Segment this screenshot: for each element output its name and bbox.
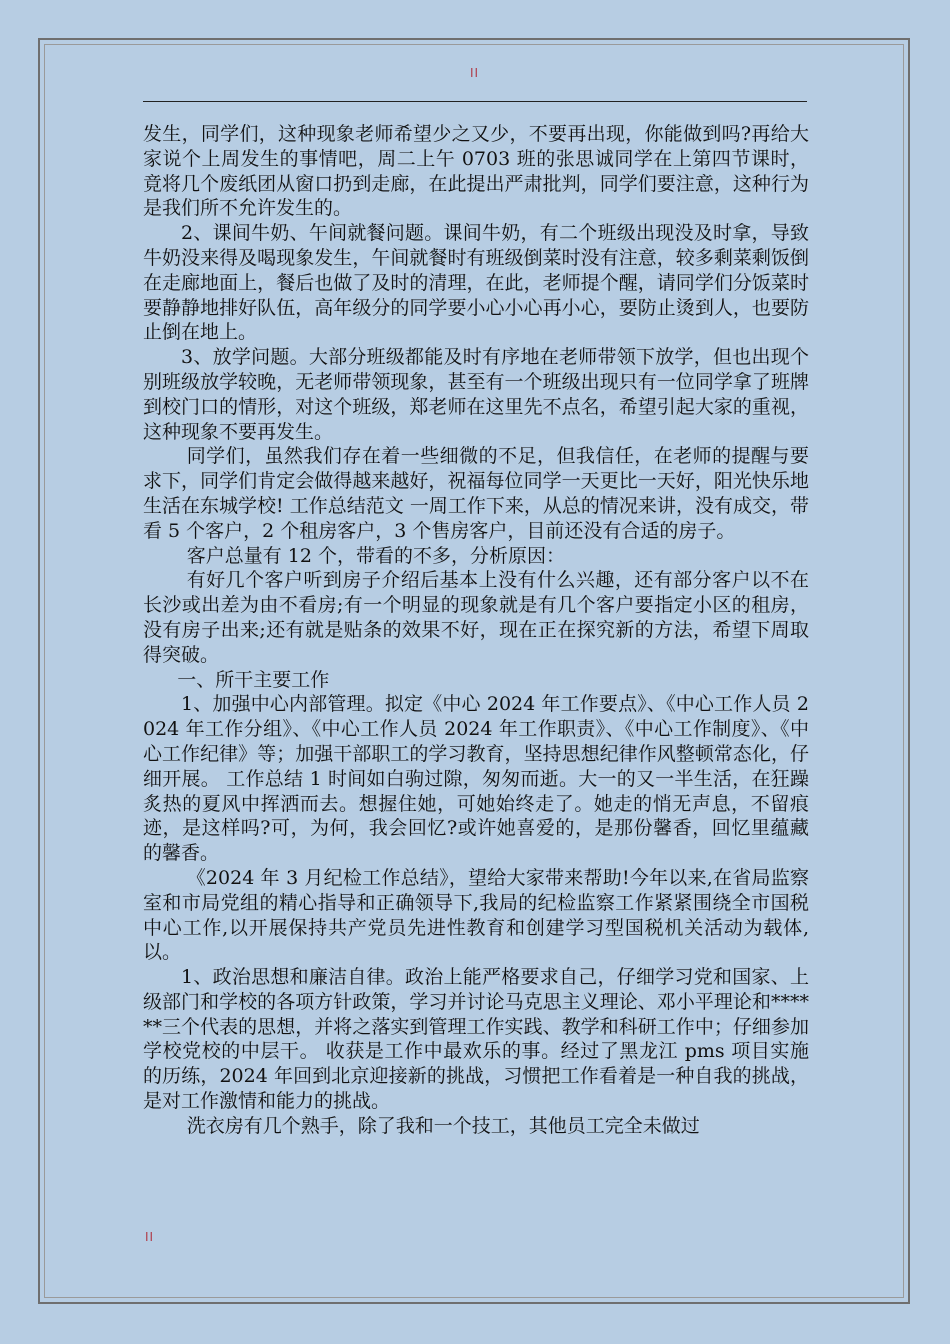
paragraph-3: 3、放学问题。大部分班级都能及时有序地在老师带领下放学，但也出现个别班级放学较晚，无老师带领现象，甚至有一个班级出现只有一位同学拿了班牌到校门口的情形，对这个班级，郑老师在这里先不点名，希望引起大家的重视，这种现象不要再发生。 xyxy=(143,346,809,443)
paragraph-8: 《2024 年 3 月纪检工作总结》，望给大家带来帮助!今年以来,在省局监察室和市局党组的精心指导和正确领导下,我局的纪检监察工作紧紧围绕全市国税中心工作,以开展保持共产党员先进性教育和创建学习型国税机关活动为载体,以。 xyxy=(143,866,809,964)
paragraph-7: 1、加强中心内部管理。拟定《中心 2024 年工作要点》、《中心工作人员 2024 年工作分组》、《中心工作人员 2024 年工作职责》、《中心工作制度》、《中心工作纪律》等；加强干部职工的学习教育，坚持思想纪律作风整顿常态化，仔细开展。 工作总结 1 时间如白驹过隙，匆匆而逝。大一的又一半生活，在狂躁炙热的夏风中挥洒而去。想握住她，可她始终走了。她走的悄无声息，不留痕迹，是这样吗?可，为何，我会回忆?或许她喜爱的，是那份馨香，回忆里蕴藏的馨香。 xyxy=(143,693,809,865)
paragraph-1: 发生，同学们，这种现象老师希望少之又少，不要再出现，你能做到吗?再给大家说个上周发生的事情吧，周二上午 0703 班的张思诚同学在上第四节课时，竟将几个废纸团从窗口扔到走廊，在此提出严肃批判，同学们要注意，这种行为是我们所不允许发生的。 xyxy=(143,123,809,220)
section-heading: 一、所干主要工作 xyxy=(177,668,330,691)
paragraph-5: 客户总量有 12 个，带看的不多，分析原因： xyxy=(186,544,565,567)
paragraph-10: 洗衣房有几个熟手，除了我和一个技工，其他员工完全未做过 xyxy=(186,1114,700,1137)
paragraph-2: 2、课间牛奶、午间就餐问题。课间牛奶，有二个班级出现没及时拿，导致牛奶没来得及喝现象发生，午间就餐时有班级倒菜时没有注意，较多剩菜剩饭倒在走廊地面上，餐后也做了及时的清理，在此，老师提个醒，请同学们分饭菜时要静静地排好队伍，高年级分的同学要小心小心再小心，要防止烫到人，也要防止倒在地上。 xyxy=(143,222,809,344)
paragraph-4: 同学们，虽然我们存在着一些细微的不足，但我信任，在老师的提醒与要求下，同学们肯定会做得越来越好，祝福每位同学一天更比一天好，阳光快乐地生活在东城学校! 工作总结范文 一周工作下来，从总的情况来讲，没有成交，带看 5 个客户，2 个租房客户，3 个售房客户，目前还没有合适的房子。 xyxy=(143,445,809,542)
paragraph-9: 1、政治思想和廉洁自律。政治上能严格要求自己，仔细学习党和国家、上级部门和学校的各项方针政策，学习并讨论马克思主义理论、邓小平理论和******三个代表的思想，并将之落实到管理工作实践、教学和科研工作中；仔细参加学校党校的中层干。 收获是工作中最欢乐的事。经过了黑龙江 pms 项目实施的历练，2024 年回到北京迎接新的挑战，习惯把工作看着是一种自我的挑战，是对工作激情和能力的挑战。 xyxy=(143,966,809,1113)
footer-mark: II xyxy=(145,1230,155,1244)
header-mark: II xyxy=(470,66,480,80)
header-rule xyxy=(143,101,807,102)
document-body xyxy=(143,122,809,1139)
paragraph-6: 有好几个客户听到房子介绍后基本上没有什么兴趣，还有部分客户以不在长沙或出差为由不看房;有一个明显的现象就是有几个客户要指定小区的租房，没有房子出来;还有就是贴条的效果不好，现在正在探究新的方法，希望下周取得突破。 xyxy=(143,569,809,666)
